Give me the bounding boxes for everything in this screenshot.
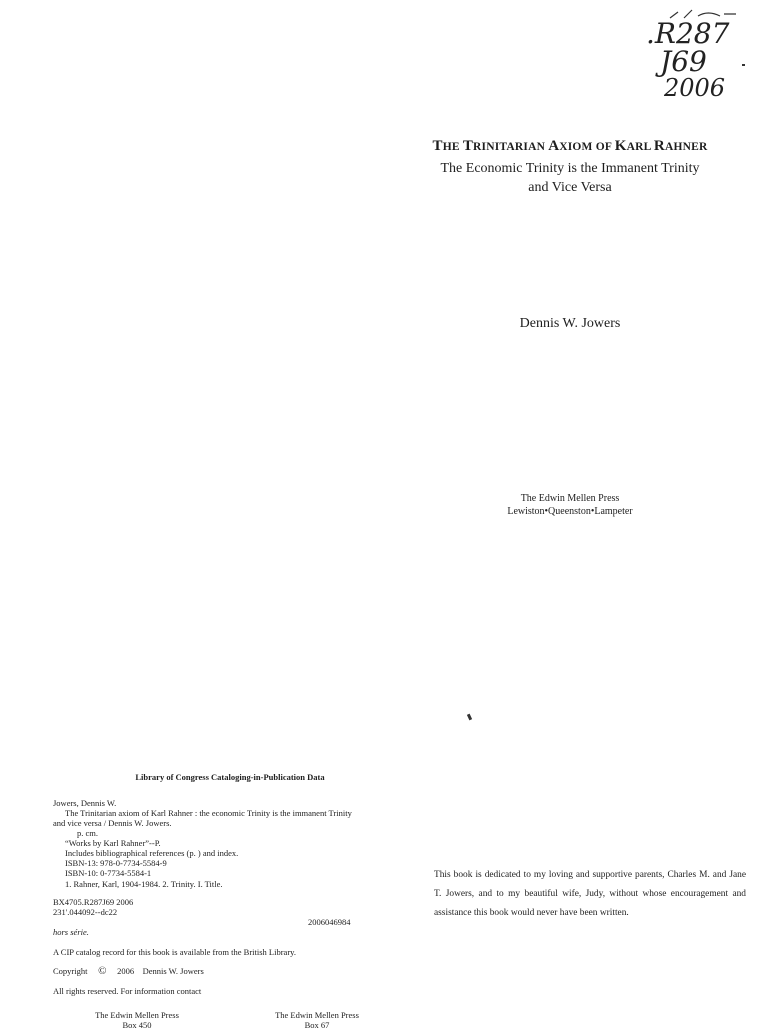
cip-pagination: p. cm. [77,828,99,838]
copyright-symbol: © [98,965,107,977]
publisher-name: The Edwin Mellen Press [520,493,620,504]
press-address-left [82,1010,192,1030]
copyright-label: Copyright [53,966,88,976]
press-name-right: The Edwin Mellen Press [275,1010,359,1020]
cip-title-line: The Trinitarian axiom of Karl Rahner : the economic Trinity is the immanent Trinity [65,808,352,818]
cip-classification-lc: BX4705.R287J69 2006 [53,897,134,907]
series-note: hors série. [53,927,89,937]
press-address-right [262,1010,372,1030]
title-word-2: TRINITARIAN [462,138,549,154]
cip-note-bibliography: Includes bibliographical references (p. ) and index. [65,848,239,858]
publisher-block [470,492,670,518]
book-title [380,138,760,155]
press-box-left: Box 450 [122,1020,152,1030]
author-name: Dennis W. Jowers [519,316,621,331]
handwritten-line-2: J69 [660,45,707,78]
cip-classification-dewey: 231'.044092--dc22 [53,907,118,917]
cip-title-line-cont: and vice versa / Dennis W. Jowers. [53,818,172,828]
press-box-right: Box 67 [304,1020,330,1030]
press-name-left: The Edwin Mellen Press [95,1010,179,1020]
cip-isbn-10: ISBN-10: 0-7734-5584-1 [65,868,152,878]
copyright-line [53,966,204,976]
subtitle-line-2: and Vice Versa [528,180,612,195]
cip-lccn: 2006046984 [308,917,351,927]
title-block [380,138,760,197]
publisher-locations: Lewiston•Queenston•Lampeter [507,506,633,517]
handwritten-line-1: .R287 [646,17,730,50]
scan-speck [742,64,745,66]
cip-heading: Library of Congress Cataloging-in-Publication Data [135,772,325,782]
cip-subjects: 1. Rahner, Karl, 1904-1984. 2. Trinity. I. Title. [65,879,223,889]
subtitle-line-1: The Economic Trinity is the Immanent Trinity [440,161,700,176]
title-word-3: AXIOM OF [548,138,615,154]
title-word-1: THE [432,138,463,154]
handwritten-call-number [640,6,760,102]
dedication-text: This book is dedicated to my loving and supportive parents, Charles M. and Jane T. Jowers, and to my beautiful wife, Judy, without whose encouragement and assistance this book would never have been written. [434,870,746,918]
copyright-year: 2006 [117,966,135,976]
title-word-5: RAHNER [653,138,708,154]
catalog-note: A CIP catalog record for this book is available from the British Library. [53,947,296,957]
handwritten-line-3: 2006 [664,74,726,102]
cip-note-works: “Works by Karl Rahner”--P. [65,838,161,848]
rights-statement: All rights reserved. For information contact [53,986,202,996]
copyright-holder: Dennis W. Jowers [142,966,204,976]
scan-speck [467,714,472,721]
title-word-4: KARL [614,138,654,154]
cip-author-line: Jowers, Dennis W. [53,798,117,808]
cip-isbn-13: ISBN-13: 978-0-7734-5584-9 [65,858,167,868]
